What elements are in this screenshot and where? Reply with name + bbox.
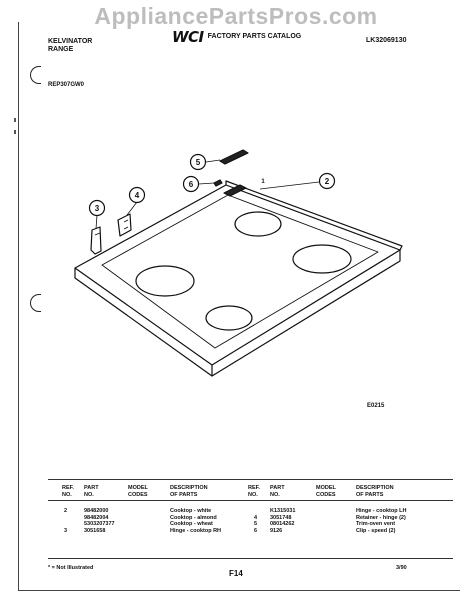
watermark: AppliancePartsPros.com xyxy=(94,3,378,29)
wci-logo: WCI xyxy=(172,28,204,46)
burner-opening-front-right xyxy=(206,306,252,330)
table-cell: 2 xyxy=(64,508,68,514)
speed-clip xyxy=(214,180,222,186)
right-col-ref xyxy=(254,508,257,534)
footnote: * = Not Illustrated xyxy=(48,565,94,571)
right-header-model: MODEL CODES xyxy=(316,485,336,498)
right-header-part: PART NO. xyxy=(270,485,285,498)
catalog-label: FACTORY PARTS CATALOG xyxy=(207,33,302,40)
left-header-part: PART NO. xyxy=(84,485,99,498)
callout-2: 2 xyxy=(324,177,330,186)
left-header-model: MODEL CODES xyxy=(128,485,148,498)
burner-opening-rear-left xyxy=(235,212,281,236)
right-header-desc: DESCRIPTION OF PARTS xyxy=(356,485,394,498)
table-cell: Cooktop - white xyxy=(170,508,212,514)
product-type: RANGE xyxy=(48,46,74,53)
table-cell: Cooktop - wheat xyxy=(170,521,213,527)
callout-4: 4 xyxy=(134,191,140,200)
callout-6: 6 xyxy=(188,180,194,189)
table-cell: Clip - speed (2) xyxy=(356,527,396,534)
callout-1: 1 xyxy=(261,179,265,185)
table-header-rule xyxy=(48,500,453,501)
callout-3: 3 xyxy=(94,204,100,213)
left-col-desc xyxy=(170,508,221,534)
table-cell: 5303207377 xyxy=(84,521,115,527)
table-cell: 3 xyxy=(64,527,68,534)
table-cell: 98482004 xyxy=(84,514,109,521)
table-top-rule xyxy=(48,479,453,480)
table-cell: 98482000 xyxy=(84,508,109,514)
cooktop-rear-lip xyxy=(226,181,402,250)
callout-5: 5 xyxy=(195,158,201,167)
table-cell: 3051658 xyxy=(84,527,106,534)
page-number: F14 xyxy=(229,569,243,578)
table-cell: Cooktop - almond xyxy=(170,514,217,521)
right-col-part xyxy=(270,508,295,534)
brand-name: KELVINATOR xyxy=(48,38,93,45)
trim-oven-vent xyxy=(220,150,248,164)
left-header-ref: REF. NO. xyxy=(62,485,74,498)
table-cell: 08014262 xyxy=(270,521,295,527)
table-cell: Hinge - cooktop LH xyxy=(356,508,407,514)
right-header-ref: REF. NO. xyxy=(248,485,260,498)
table-cell: 5 xyxy=(254,521,258,527)
table-cell: Retainer - hinge (2) xyxy=(356,514,406,521)
hinge xyxy=(91,227,101,254)
left-col-part xyxy=(84,508,115,534)
table-cell: 3051748 xyxy=(270,514,292,521)
left-col-ref xyxy=(64,508,67,534)
right-col-desc xyxy=(356,508,406,534)
catalog-number: LK32069130 xyxy=(366,37,407,44)
table-bottom-rule xyxy=(48,558,453,559)
revision-date: 3/90 xyxy=(396,565,407,571)
table-cell: 9126 xyxy=(270,527,283,534)
cooktop-right-skirt xyxy=(212,250,400,376)
table-cell: Trim-oven vent xyxy=(356,521,396,527)
table-cell: 6 xyxy=(254,527,258,534)
burner-opening-front-left xyxy=(136,266,194,296)
table-cell: Hinge - cooktop RH xyxy=(170,527,222,534)
cooktop-top-surface xyxy=(75,185,400,365)
table-cell: 4 xyxy=(254,514,258,521)
vent-slot xyxy=(224,185,246,196)
model-number: REP307GW0 xyxy=(48,82,85,88)
burner-opening-rear-right xyxy=(293,245,351,273)
table-cell: K1315031 xyxy=(270,508,296,514)
drawing-code: E0215 xyxy=(367,403,385,409)
cooktop-front-skirt xyxy=(75,268,212,376)
left-header-desc: DESCRIPTION OF PARTS xyxy=(170,485,208,498)
hinge-retainer xyxy=(118,214,131,236)
